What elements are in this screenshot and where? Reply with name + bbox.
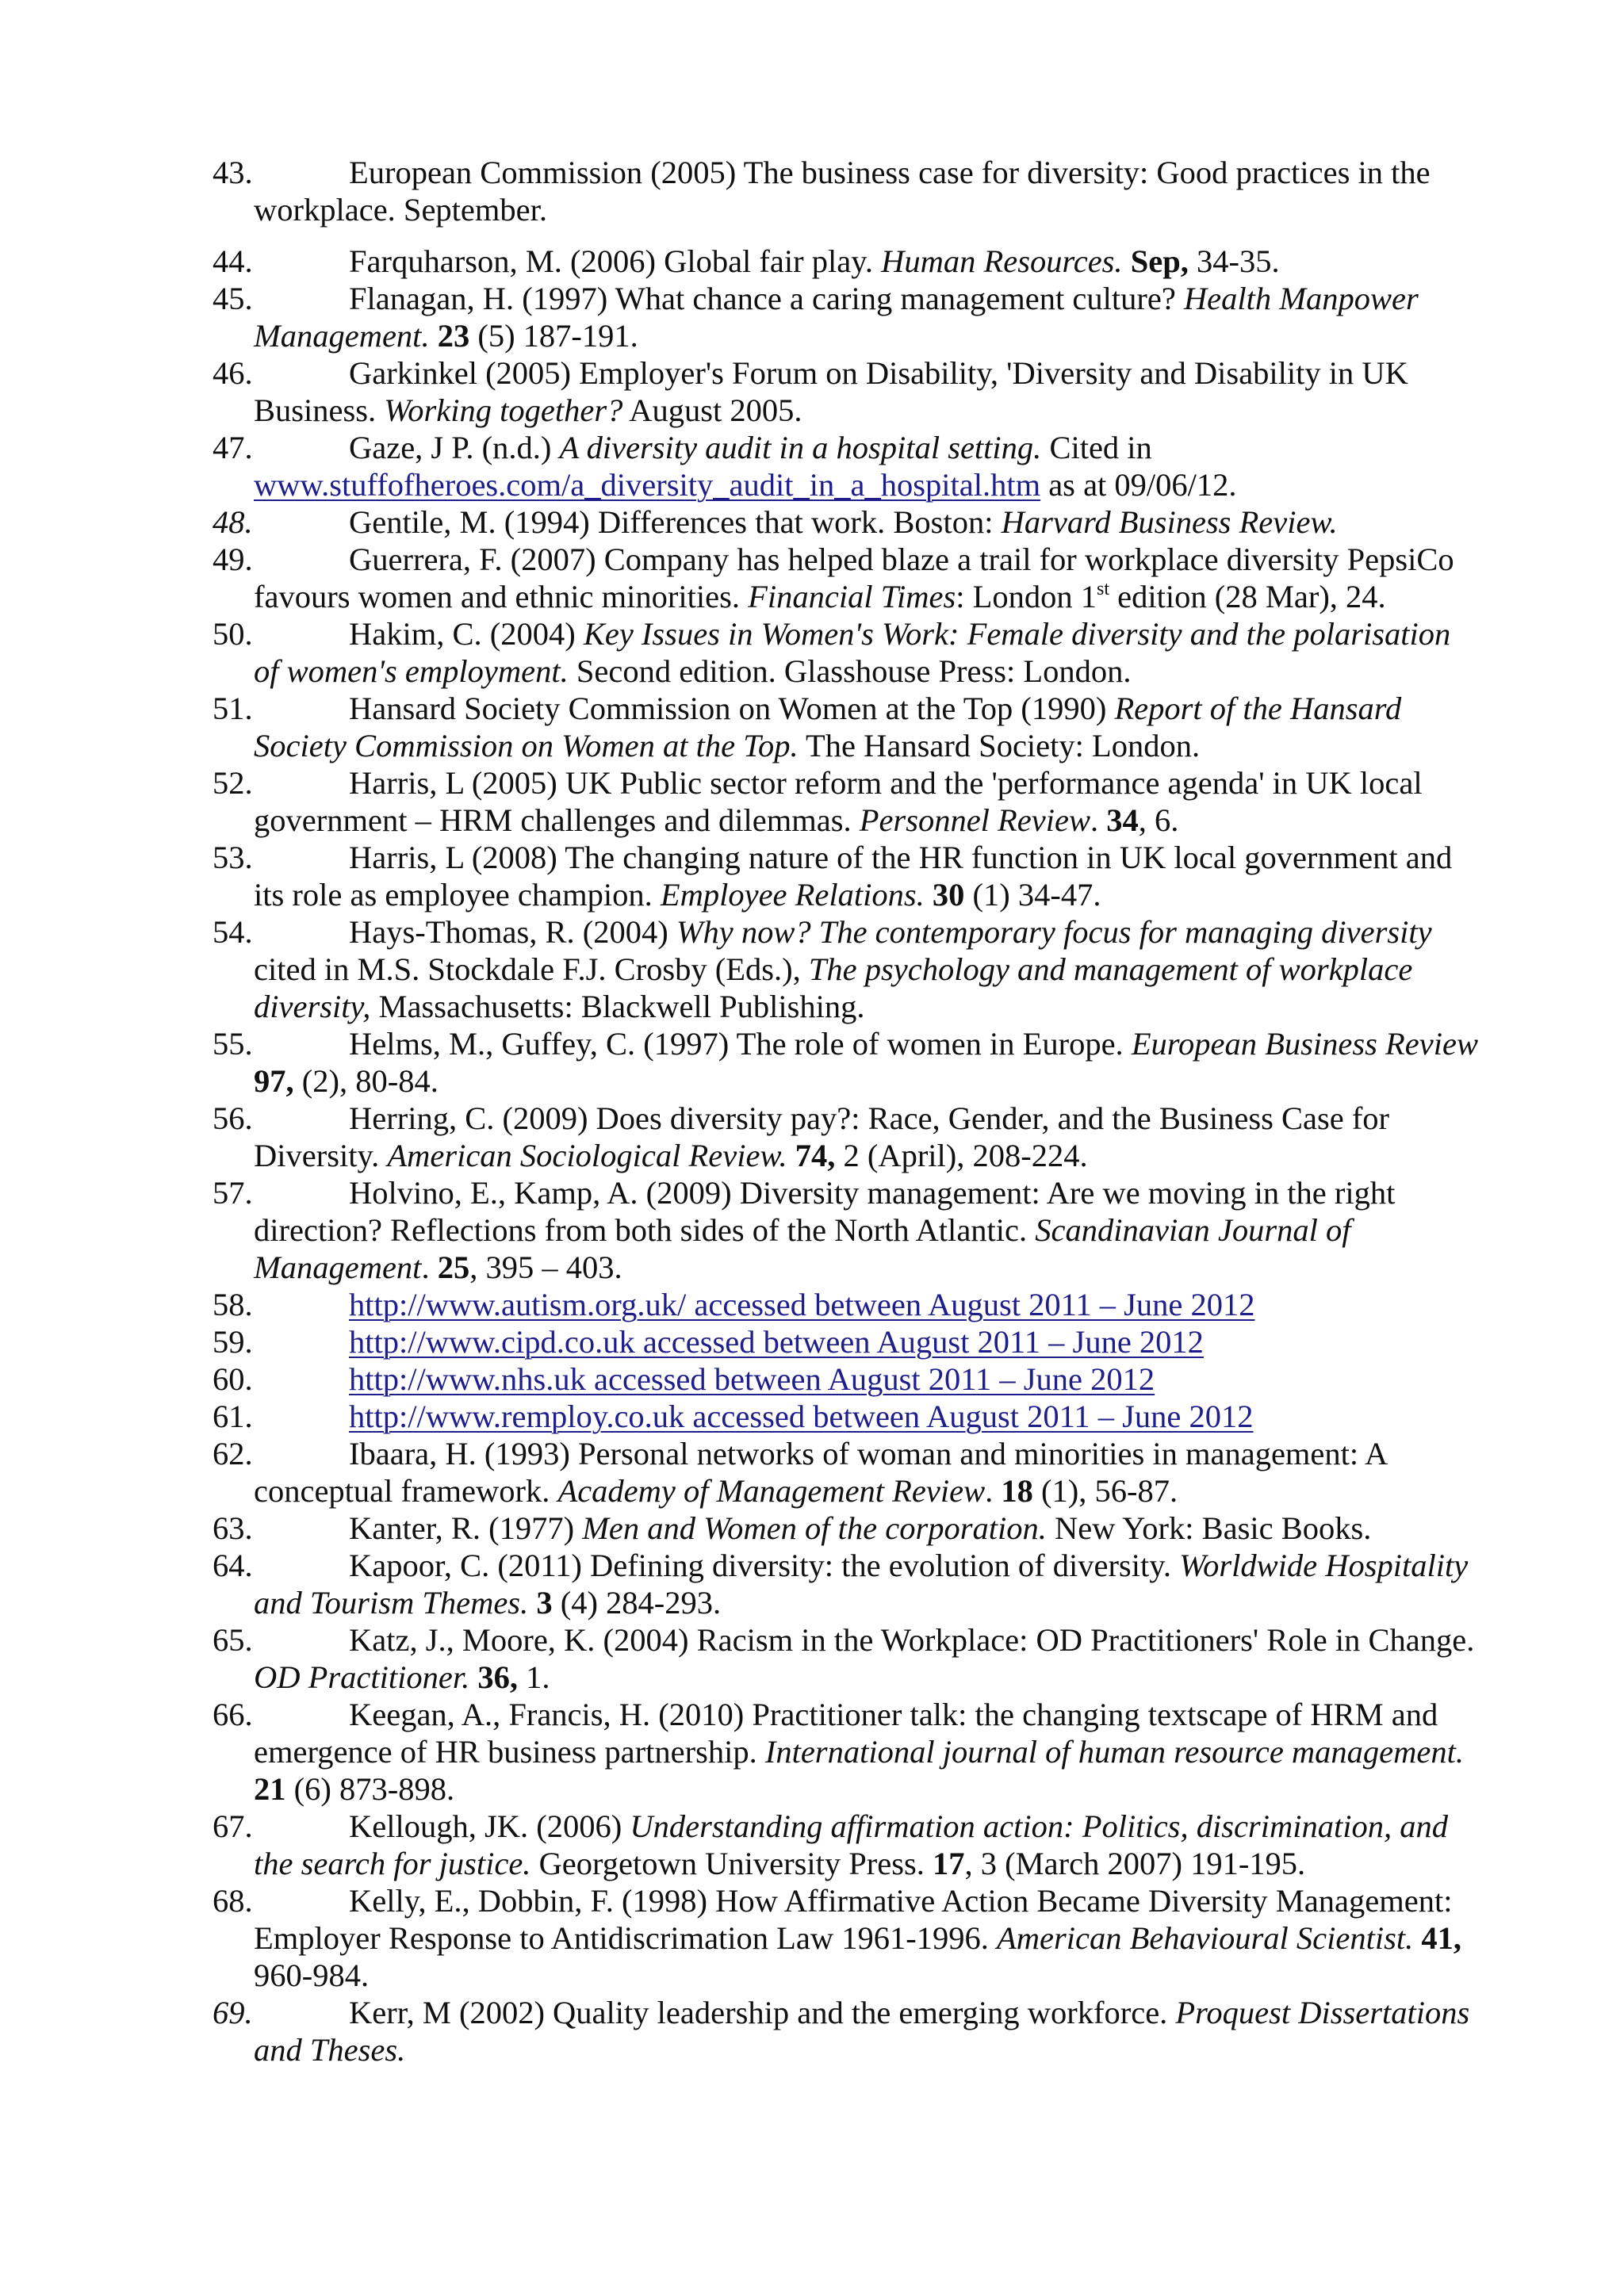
reference-segment: 960-984.	[254, 1957, 370, 1993]
reference-segment: , 3 (March 2007) 191-195.	[964, 1846, 1306, 1881]
italic-title: International journal of human resource management.	[764, 1734, 1464, 1770]
reference-text	[254, 615, 1481, 690]
reference-number: 63.	[213, 1510, 253, 1546]
reference-segment: Kelly, E., Dobbin, F. (1998) How Affirmative Action Became Diversity Management: Employer Response to Antidiscrimation Law 1961-1996.	[254, 1883, 1453, 1956]
reference-text	[254, 1174, 1481, 1286]
italic-title: Report of the Hansard Society Commission on Women at the Top.	[254, 691, 1402, 763]
reference-segment: Keegan, A., Francis, H. (2010) Practitioner talk: the changing textscape of HRM and emergence of HR business partnership.	[254, 1697, 1438, 1770]
reference-text	[254, 839, 1481, 913]
reference-entry	[213, 1398, 1481, 1435]
italic-title: Men and Women of the corporation.	[582, 1510, 1047, 1546]
volume-number: 41,	[1421, 1920, 1462, 1956]
reference-number: 68.	[213, 1883, 253, 1919]
reference-entry	[213, 1100, 1481, 1174]
reference-number: 46.	[213, 355, 253, 391]
reference-entry	[213, 1323, 1481, 1360]
reference-segment	[787, 1138, 795, 1173]
reference-text	[254, 1435, 1481, 1510]
reference-entry	[213, 154, 1481, 228]
reference-entry	[213, 1621, 1481, 1696]
reference-text	[254, 913, 1481, 1025]
reference-segment: Hansard Society Commission on Women at the Top (1990)	[349, 691, 1115, 726]
reference-number: 64.	[213, 1548, 253, 1583]
reference-text	[254, 1882, 1481, 1994]
italic-title: Understanding affirmation action: Politics, discrimination, and the search for justice.	[254, 1808, 1448, 1881]
reference-entry	[213, 429, 1481, 503]
reference-segment: Harris, L (2008) The changing nature of the HR function in UK local government and its role as employee champion.	[254, 840, 1453, 913]
reference-entry	[213, 354, 1481, 429]
reference-number: 59.	[213, 1324, 253, 1360]
reference-segment: New York: Basic Books.	[1046, 1510, 1372, 1546]
reference-number: 45.	[213, 281, 253, 316]
volume-number: 97,	[254, 1063, 294, 1099]
reference-segment	[1413, 1920, 1421, 1956]
reference-segment	[1123, 243, 1131, 279]
volume-number: 34	[1106, 802, 1139, 838]
reference-number: 60.	[213, 1361, 253, 1397]
reference-text	[254, 243, 1481, 280]
reference-entry	[213, 615, 1481, 690]
reference-text	[254, 764, 1481, 839]
reference-number: 67.	[213, 1808, 253, 1844]
reference-segment: Gaze, J P. (n.d.)	[349, 430, 560, 465]
reference-number: 55.	[213, 1026, 253, 1062]
reference-entry	[213, 1696, 1481, 1808]
reference-segment: .	[1090, 802, 1107, 838]
volume-number: Sep,	[1130, 243, 1189, 279]
reference-segment: (2), 80-84.	[293, 1063, 439, 1099]
reference-text	[254, 1510, 1481, 1547]
reference-entry	[213, 1286, 1481, 1323]
reference-text	[254, 690, 1481, 764]
reference-segment: Ibaara, H. (1993) Personal networks of woman and minorities in management: A conceptual framework.	[254, 1436, 1387, 1509]
reference-segment: Kanter, R. (1977)	[349, 1510, 583, 1546]
reference-link[interactable]	[254, 1360, 1481, 1398]
volume-number: 17	[933, 1846, 965, 1881]
reference-segment: http://www.nhs.uk accessed between August 2011 – June 2012	[349, 1361, 1155, 1397]
reference-segment: Hays-Thomas, R. (2004)	[349, 914, 676, 950]
reference-entry	[213, 1025, 1481, 1100]
reference-number: 57.	[213, 1175, 253, 1211]
reference-entry	[213, 243, 1481, 280]
reference-entry	[213, 1360, 1481, 1398]
italic-title: Academy of Management Review	[557, 1473, 986, 1509]
reference-segment: Second edition. Glasshouse Press: London.	[568, 653, 1132, 689]
italic-title: OD Practitioner.	[254, 1659, 470, 1695]
italic-title: Employee Relations.	[660, 877, 925, 913]
reference-segment: Gentile, M. (1994) Differences that work. Boston:	[349, 504, 1002, 540]
reference-segment: Kapoor, C. (2011) Defining diversity: the evolution of diversity.	[349, 1548, 1180, 1583]
volume-number: 36,	[477, 1659, 518, 1695]
italic-title: Health Manpower Management.	[254, 281, 1419, 354]
reference-number: 47.	[213, 430, 253, 465]
reference-text	[254, 503, 1481, 541]
reference-entry	[213, 280, 1481, 354]
reference-text	[254, 1025, 1481, 1100]
reference-number: 51.	[213, 691, 253, 726]
reference-text	[254, 541, 1481, 615]
reference-segment: The Hansard Society: London.	[798, 728, 1201, 763]
reference-segment: Massachusetts: Blackwell Publishing.	[370, 989, 865, 1024]
volume-number: 30	[932, 877, 965, 913]
reference-segment: Hakim, C. (2004)	[349, 616, 584, 652]
reference-text	[254, 1621, 1481, 1696]
superscript: st	[1096, 579, 1109, 599]
reference-segment: .	[985, 1473, 1002, 1509]
reference-entry	[213, 690, 1481, 764]
reference-entry	[213, 1174, 1481, 1286]
italic-title: Human Resources.	[881, 243, 1123, 279]
reference-entry	[213, 1882, 1481, 1994]
reference-segment: (1), 56-87.	[1032, 1473, 1178, 1509]
reference-segment: cited in M.S. Stockdale F.J. Crosby (Eds.),	[254, 951, 809, 987]
reference-segment: Kellough, JK. (2006)	[349, 1808, 630, 1844]
reference-number: 53.	[213, 840, 253, 875]
reference-segment: (1) 34-47.	[964, 877, 1101, 913]
reference-entry	[213, 1808, 1481, 1882]
italic-title: American Behavioural Scientist.	[997, 1920, 1414, 1956]
reference-number: 58.	[213, 1287, 253, 1322]
reference-entry	[213, 1435, 1481, 1510]
italic-title: American Sociological Review.	[387, 1138, 787, 1173]
reference-segment	[528, 1585, 536, 1621]
italic-title: Harvard Business Review.	[1001, 504, 1338, 540]
reference-text	[254, 354, 1481, 429]
reference-number: 44.	[213, 243, 253, 279]
reference-segment	[469, 1659, 477, 1695]
reference-text	[254, 154, 1481, 228]
italic-title: The psychology and management of workplace diversity,	[254, 951, 1413, 1024]
volume-number: 74,	[795, 1138, 836, 1173]
reference-text	[254, 429, 1481, 503]
volume-number: 23	[437, 318, 470, 354]
reference-link[interactable]	[254, 1398, 1481, 1435]
reference-number: 69.	[213, 1995, 253, 2030]
reference-segment: Garkinkel (2005) Employer's Forum on Disability, 'Diversity and Disability in UK Business.	[254, 355, 1408, 428]
reference-number: 65.	[213, 1622, 253, 1658]
reference-segment: http://www.autism.org.uk/ accessed between August 2011 – June 2012	[349, 1287, 1255, 1322]
reference-number: 54.	[213, 914, 253, 950]
reference-segment: Katz, J., Moore, K. (2004) Racism in the Workplace: OD Practitioners' Role in Change.	[349, 1622, 1475, 1658]
volume-number: 3	[536, 1585, 553, 1621]
reference-entry	[213, 839, 1481, 913]
reference-number: 52.	[213, 765, 253, 801]
reference-segment: 2 (April), 208-224.	[835, 1138, 1088, 1173]
reference-link[interactable]	[254, 1323, 1481, 1360]
reference-number: 56.	[213, 1100, 253, 1136]
reference-text	[254, 1994, 1481, 2068]
reference-segment: Herring, C. (2009) Does diversity pay?: Race, Gender, and the Business Case for Diversity.	[254, 1100, 1390, 1173]
reference-segment: Harris, L (2005) UK Public sector reform and the 'performance agenda' in UK local government – HRM challenges and dilemmas.	[254, 765, 1423, 838]
volume-number: 18	[1001, 1473, 1033, 1509]
reference-segment: .	[421, 1249, 438, 1285]
reference-text	[254, 1547, 1481, 1621]
italic-title: A diversity audit in a hospital setting.	[559, 430, 1042, 465]
reference-segment: 1.	[517, 1659, 550, 1695]
italic-title: Key Issues in Women's Work: Female diversity and the polarisation of women's employment.	[254, 616, 1451, 689]
reference-link[interactable]	[254, 1286, 1481, 1323]
volume-number: 21	[254, 1771, 286, 1807]
reference-entry	[213, 1510, 1481, 1547]
reference-segment: Cited in	[1041, 430, 1152, 465]
italic-title: European Business Review	[1131, 1026, 1478, 1062]
italic-title: Proquest Dissertations and Theses.	[254, 1995, 1470, 2068]
reference-entry	[213, 503, 1481, 541]
reference-segment: Holvino, E., Kamp, A. (2009) Diversity management: Are we moving in the right direction? Reflections from both sides of the North Atlantic.	[254, 1175, 1396, 1248]
reference-number: 48.	[213, 504, 253, 540]
reference-entry	[213, 1994, 1481, 2068]
reference-entry	[213, 764, 1481, 839]
reference-segment: Farquharson, M. (2006) Global fair play.	[349, 243, 882, 279]
reference-text	[254, 1696, 1481, 1808]
reference-number: 49.	[213, 541, 253, 577]
reference-segment: edition (28 Mar), 24.	[1109, 579, 1386, 614]
reference-segment: Helms, M., Guffey, C. (1997) The role of women in Europe.	[349, 1026, 1132, 1062]
volume-number: 25	[437, 1249, 470, 1285]
reference-segment: Flanagan, H. (1997) What chance a caring management culture?	[349, 281, 1184, 316]
reference-segment: http://www.cipd.co.uk accessed between August 2011 – June 2012	[349, 1324, 1204, 1360]
reference-segment: : London 1	[956, 579, 1097, 614]
reference-number: 61.	[213, 1399, 253, 1434]
reference-segment: , 6.	[1138, 802, 1179, 838]
reference-segment: Guerrera, F. (2007) Company has helped blaze a trail for workplace diversity PepsiCo favours women and ethnic minorities.	[254, 541, 1454, 614]
url-link[interactable]: www.stuffofheroes.com/a_diversity_audit_in_a_hospital.htm	[254, 467, 1041, 503]
reference-text	[254, 280, 1481, 354]
reference-segment: , 395 – 403.	[469, 1249, 622, 1285]
italic-title: Personnel Review	[859, 802, 1090, 838]
reference-number: 43.	[213, 155, 253, 190]
reference-segment: http://www.remploy.co.uk accessed between August 2011 – June 2012	[349, 1399, 1254, 1434]
reference-segment	[925, 877, 933, 913]
reference-number: 62.	[213, 1436, 253, 1471]
italic-title: Working together?	[384, 392, 623, 428]
italic-title: Worldwide Hospitality and Tourism Themes.	[254, 1548, 1469, 1621]
reference-segment: (6) 873-898.	[285, 1771, 455, 1807]
reference-text	[254, 1808, 1481, 1882]
reference-entry	[213, 913, 1481, 1025]
reference-number: 50.	[213, 616, 253, 652]
reference-segment: as at 09/06/12.	[1040, 467, 1237, 503]
reference-segment: August 2005.	[622, 392, 802, 428]
reference-entry	[213, 541, 1481, 615]
italic-title: Financial Times	[748, 579, 956, 614]
reference-number: 66.	[213, 1697, 253, 1732]
reference-text	[254, 1100, 1481, 1174]
reference-segment: European Commission (2005) The business case for diversity: Good practices in the workplace. September.	[254, 155, 1431, 228]
reference-entry	[213, 1547, 1481, 1621]
reference-segment: 34-35.	[1188, 243, 1280, 279]
reference-list	[213, 154, 1481, 2068]
reference-segment: Kerr, M (2002) Quality leadership and the emerging workforce.	[349, 1995, 1176, 2030]
reference-segment: (5) 187-191.	[469, 318, 638, 354]
italic-title: Scandinavian Journal of Management	[254, 1212, 1351, 1285]
italic-title: Why now? The contemporary focus for managing diversity	[676, 914, 1432, 950]
reference-segment: Georgetown University Press.	[530, 1846, 933, 1881]
reference-segment: (4) 284-293.	[552, 1585, 722, 1621]
reference-segment	[430, 318, 438, 354]
